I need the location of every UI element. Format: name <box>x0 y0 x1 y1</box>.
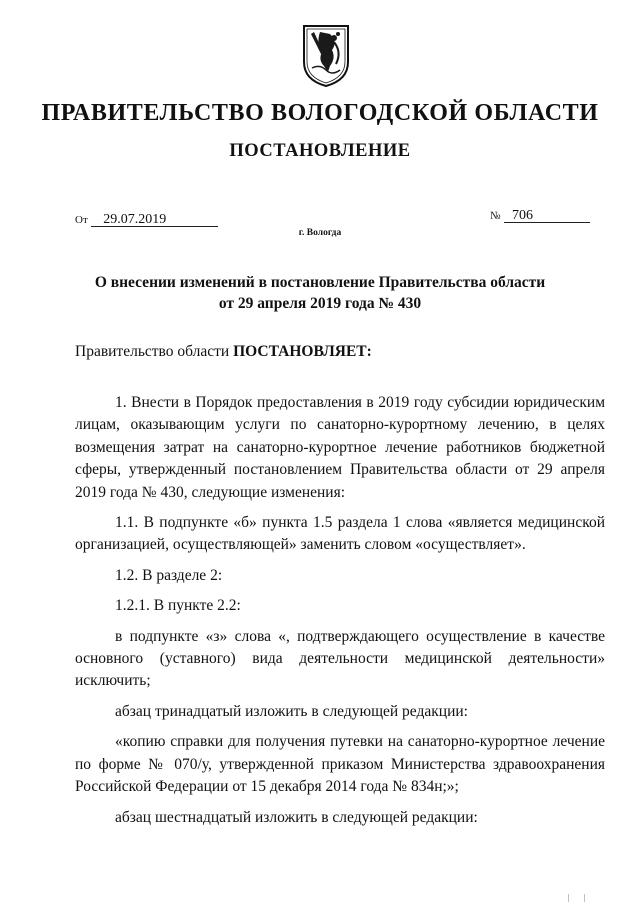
document-type: ПОСТАНОВЛЕНИЕ <box>229 141 411 161</box>
paragraph-1-2: 1.2. В разделе 2: <box>115 566 223 584</box>
subject-line-1: О внесении изменений в постановление Правительства области <box>94 274 546 291</box>
paragraph-1: 1. Внести в Порядок предоставления в 2019 году субсидии юридическим лицам, оказывающим услуги по санаторно-курортному лечению, в целях возмещения затрат на санаторно-курортное лечение работников бюджетной сферы, утвержденный постановлением Правительства области от 29 апреля 2019 года № 430, следующие изменения: <box>75 394 605 501</box>
page-footer-mark: | | <box>568 893 592 902</box>
preamble <box>75 343 372 361</box>
date-line <box>75 212 218 228</box>
paragraph-quote-070u: «копию справки для получения путевки на санаторно-курортное лечение по форме № 070/у, утвержденной приказом Министерства здравоохранения Российской Федерации от 15 декабря 2014 года № 834н;»; <box>75 733 605 796</box>
document-body <box>75 392 605 837</box>
paragraph-subpoint-z: в подпункте «з» слова «, подтверждающего осуществление в качестве основного (уставного) вида деятельности медицинской деятельности» исключить; <box>75 627 605 690</box>
paragraph-abzac-13: абзац тринадцатый изложить в следующей редакции: <box>115 702 468 720</box>
paragraph-1-2-1: 1.2.1. В пункте 2.2: <box>115 597 241 615</box>
vologda-coat-of-arms-icon <box>300 22 352 88</box>
city-label: г. Вологда <box>298 228 342 238</box>
number-prefix: № <box>490 210 501 222</box>
preamble-text: Правительство области <box>75 343 234 360</box>
preamble-decree-word: ПОСТАНОВЛЯЕТ: <box>233 343 372 360</box>
government-title: ПРАВИТЕЛЬСТВО ВОЛОГОДСКОЙ ОБЛАСТИ <box>41 100 599 126</box>
document-subject <box>0 272 640 314</box>
paragraph-abzac-16: абзац шестнадцатый изложить в следующей редакции: <box>115 808 478 826</box>
number-value: 706 <box>504 209 590 223</box>
number-line <box>490 208 590 224</box>
date-prefix: От <box>75 214 88 226</box>
date-value: 29.07.2019 <box>91 213 218 227</box>
subject-line-2: от 29 апреля 2019 года № 430 <box>218 295 422 312</box>
paragraph-1-1: 1.1. В подпункте «б» пункта 1.5 раздела 1 слова «является медицинской организацией, осуществляющей» заменить словом «осуществляет». <box>75 514 605 554</box>
